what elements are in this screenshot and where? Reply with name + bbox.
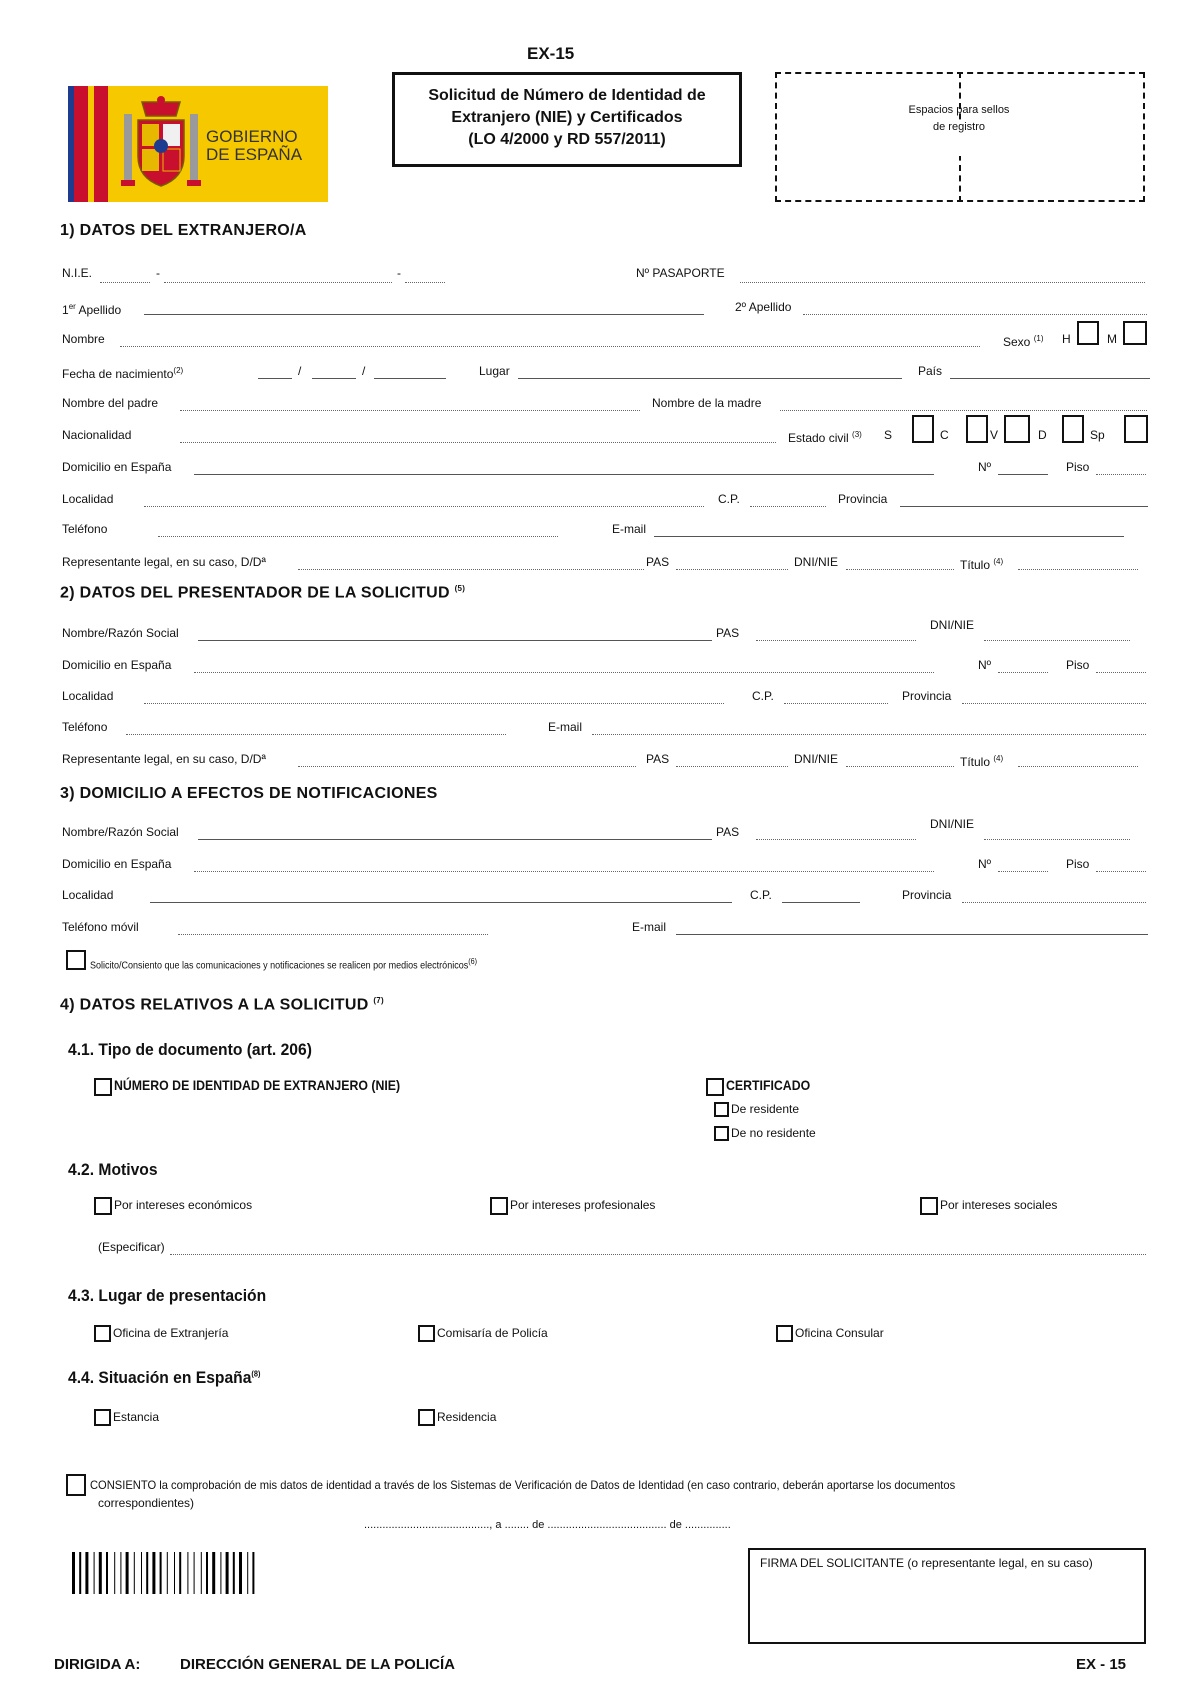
- certificado-residente-option[interactable]: De residente: [714, 1100, 799, 1118]
- section4-title: 4) DATOS RELATIVOS A LA SOLICITUD $^{(7)}$: [60, 996, 385, 1014]
- lugar-extranjeria-option[interactable]: Oficina de Extranjería: [94, 1324, 228, 1342]
- consiento-checkbox[interactable]: [66, 1474, 86, 1496]
- nie-field-1[interactable]: [100, 282, 150, 283]
- s3-domicilio-field[interactable]: [194, 871, 934, 872]
- representante-titulo-field[interactable]: [1018, 569, 1138, 570]
- domicilio-field[interactable]: [194, 474, 934, 475]
- especificar-field[interactable]: [170, 1254, 1146, 1255]
- s2-representante-titulo-label: Título $^{(4)}$: [960, 754, 1004, 769]
- lugar-comisaria-option[interactable]: Comisaría de Policía: [418, 1324, 548, 1342]
- s3-domicilio-label: Domicilio en España: [62, 857, 172, 871]
- s2-representante-dninie-field[interactable]: [846, 766, 954, 767]
- situacion-residencia-checkbox[interactable]: [418, 1409, 435, 1426]
- lugar-field[interactable]: [518, 378, 902, 379]
- form-title-line2: Extranjero (NIE) y Certificados: [451, 109, 683, 126]
- logo-text-line2: DE ESPAÑA: [206, 145, 303, 164]
- padre-label: Nombre del padre: [62, 396, 159, 410]
- motivo-economicos-option[interactable]: Por intereses económicos: [94, 1196, 252, 1215]
- motivo-sociales-option[interactable]: Por intereses sociales: [920, 1196, 1057, 1215]
- representante-dninie-label: DNI/NIE: [794, 555, 839, 569]
- s2-dninie-label: DNI/NIE: [930, 618, 975, 632]
- estado-d-label: D: [1038, 428, 1047, 442]
- apellido2-field[interactable]: [803, 314, 1147, 315]
- apellido2-label: 2º Apellido: [735, 300, 792, 314]
- nie-field-3[interactable]: [405, 282, 445, 283]
- tipo-certificado-option[interactable]: CERTIFICADO: [706, 1076, 822, 1096]
- padre-field[interactable]: [180, 410, 640, 411]
- subsection-4-4-title: 4.4. Situación en España$^{(8)}$: [68, 1368, 261, 1387]
- s3-numero-field[interactable]: [998, 871, 1048, 872]
- lugar-consular-checkbox[interactable]: [776, 1325, 793, 1342]
- cp-field[interactable]: [750, 506, 826, 507]
- s2-telefono-label: Teléfono: [62, 720, 108, 734]
- s3-telefono-label: Teléfono móvil: [62, 920, 139, 934]
- form-code-bottom: EX - 15: [1076, 1656, 1127, 1673]
- estado-civil-label: Estado civil $^{(3)}$: [788, 430, 862, 445]
- s3-localidad-label: Localidad: [62, 888, 114, 902]
- lugar-extranjeria-checkbox[interactable]: [94, 1325, 111, 1342]
- nacionalidad-field[interactable]: [180, 442, 776, 443]
- s2-numero-field[interactable]: [998, 672, 1048, 673]
- estado-v-label: V: [990, 428, 999, 442]
- s2-pas-field[interactable]: [756, 640, 916, 641]
- s3-email-label: E-mail: [632, 920, 667, 934]
- numero-field[interactable]: [998, 474, 1048, 475]
- nie-label: N.I.E.: [62, 266, 93, 280]
- piso-label: Piso: [1066, 460, 1090, 474]
- lugar-comisaria-checkbox[interactable]: [418, 1325, 435, 1342]
- provincia-field[interactable]: [900, 506, 1148, 507]
- s3-dninie-label: DNI/NIE: [930, 817, 975, 831]
- s2-cp-field[interactable]: [784, 703, 888, 704]
- numero-label: Nº: [978, 460, 992, 474]
- estado-sp-checkbox[interactable]: [1124, 415, 1148, 443]
- tipo-certificado-checkbox[interactable]: [706, 1078, 724, 1096]
- pasaporte-field[interactable]: [740, 282, 1145, 283]
- consiento-text-line2: correspondientes): [98, 1496, 195, 1510]
- form-title-box: [392, 72, 742, 167]
- fecha-dia-field[interactable]: [258, 378, 292, 379]
- s2-representante-label: Representante legal, en su caso, D/Dª: [62, 752, 266, 766]
- notificaciones-electronicas-label: Solicito/Consiento que las comunicaciones y notificaciones se realicen por medios electrónicos$^{(6)}$: [90, 957, 478, 972]
- cp-label: C.P.: [718, 492, 740, 506]
- nombre-label: Nombre: [62, 332, 105, 346]
- piso-field[interactable]: [1096, 474, 1146, 475]
- s3-pas-label: PAS: [716, 825, 740, 839]
- estado-c-label: C: [940, 428, 949, 442]
- s2-piso-field[interactable]: [1096, 672, 1146, 673]
- dirigida-destino: DIRECCIÓN GENERAL DE LA POLICÍA: [180, 1656, 456, 1673]
- apellido1-field[interactable]: [144, 314, 704, 315]
- email-field[interactable]: [654, 536, 1124, 537]
- subsection-4-3-title: 4.3. Lugar de presentación: [68, 1286, 267, 1305]
- localidad-field[interactable]: [144, 506, 704, 507]
- s3-piso-field[interactable]: [1096, 871, 1146, 872]
- sexo-h-label: H: [1062, 332, 1071, 346]
- estado-sp-label: Sp: [1090, 428, 1105, 442]
- representante-titulo-label: Título $^{(4)}$: [960, 557, 1004, 572]
- s2-domicilio-label: Domicilio en España: [62, 658, 172, 672]
- s2-representante-dninie-label: DNI/NIE: [794, 752, 839, 766]
- s2-nombre-label: Nombre/Razón Social: [62, 626, 179, 640]
- representante-pas-label: PAS: [646, 555, 670, 569]
- notificaciones-electronicas-checkbox[interactable]: [66, 950, 86, 970]
- s2-representante-pas-label: PAS: [646, 752, 670, 766]
- s2-piso-label: Piso: [1066, 658, 1090, 672]
- lugar-consular-option[interactable]: Oficina Consular: [776, 1324, 884, 1342]
- s3-telefono-field[interactable]: [178, 934, 488, 935]
- pais-label: País: [918, 364, 943, 378]
- s3-cp-field[interactable]: [782, 902, 860, 903]
- especificar-label: (Especificar): [98, 1240, 165, 1254]
- motivo-sociales-checkbox[interactable]: [920, 1197, 938, 1215]
- s2-representante-titulo-field[interactable]: [1018, 766, 1138, 767]
- sexo-h-checkbox[interactable]: [1077, 321, 1099, 345]
- s2-email-label: E-mail: [548, 720, 583, 734]
- form-title-line3: (LO 4/2000 y RD 557/2011): [468, 131, 666, 148]
- certificado-residente-checkbox[interactable]: [714, 1102, 729, 1117]
- domicilio-label: Domicilio en España: [62, 460, 172, 474]
- section2-title: 2) DATOS DEL PRESENTADOR DE LA SOLICITUD $^{(5)}$: [60, 584, 466, 602]
- section3-title: 3) DOMICILIO A EFECTOS DE NOTIFICACIONES: [60, 785, 438, 802]
- estado-d-checkbox[interactable]: [1062, 415, 1084, 443]
- s3-pas-field[interactable]: [756, 839, 916, 840]
- certificado-no-residente-option[interactable]: De no residente: [714, 1124, 816, 1142]
- representante-dninie-field[interactable]: [846, 569, 954, 570]
- coat-of-arms-icon: [120, 94, 202, 194]
- estado-v-checkbox[interactable]: [1004, 415, 1030, 443]
- sexo-m-checkbox[interactable]: [1123, 321, 1147, 345]
- logo-red-stripe: [74, 86, 88, 202]
- s2-pas-label: PAS: [716, 626, 740, 640]
- lugar-label: Lugar: [479, 364, 510, 378]
- barcode-icon: [72, 1552, 372, 1594]
- government-logo: [68, 86, 328, 202]
- s2-representante-pas-field[interactable]: [676, 766, 788, 767]
- form-code-top: EX-15: [527, 44, 575, 63]
- representante-field[interactable]: [298, 569, 644, 570]
- consiento-text-line1: CONSIENTO la comprobación de mis datos de identidad a través de los Sistemas de Verificación de Datos de Identidad (en caso contrario, deberán aportarse los documentos: [90, 1478, 956, 1492]
- telefono-field[interactable]: [158, 536, 558, 537]
- nie-field-2[interactable]: [164, 282, 392, 283]
- s2-nombre-field[interactable]: [198, 640, 712, 641]
- s2-domicilio-field[interactable]: [194, 672, 934, 673]
- tipo-nie-checkbox[interactable]: [94, 1078, 112, 1096]
- situacion-estancia-checkbox[interactable]: [94, 1409, 111, 1426]
- s2-representante-field[interactable]: [298, 766, 636, 767]
- certificado-no-residente-checkbox[interactable]: [714, 1126, 729, 1141]
- logo-text-line1: GOBIERNO: [206, 127, 298, 146]
- s2-numero-label: Nº: [978, 658, 992, 672]
- motivo-economicos-checkbox[interactable]: [94, 1197, 112, 1215]
- nombre-field[interactable]: [120, 346, 980, 347]
- situacion-estancia-option[interactable]: Estancia: [94, 1408, 159, 1426]
- s2-email-field[interactable]: [592, 734, 1146, 735]
- estado-s-checkbox[interactable]: [912, 415, 934, 443]
- s2-telefono-field[interactable]: [126, 734, 506, 735]
- madre-field[interactable]: [780, 410, 1147, 411]
- lugar-fecha-line[interactable]: ........................................., a ........ de ....................................... de ...............: [364, 1519, 731, 1531]
- s3-piso-label: Piso: [1066, 857, 1090, 871]
- dirigida-label: DIRIGIDA A:: [54, 1656, 141, 1673]
- s2-provincia-field[interactable]: [962, 703, 1146, 704]
- fecha-label: Fecha de nacimiento$^{(2)}$: [62, 366, 184, 381]
- email-label: E-mail: [612, 522, 647, 536]
- representante-pas-field[interactable]: [676, 569, 788, 570]
- s3-nombre-label: Nombre/Razón Social: [62, 825, 179, 839]
- s3-nombre-field[interactable]: [198, 839, 712, 840]
- s3-cp-label: C.P.: [750, 888, 772, 902]
- fecha-anio-field[interactable]: [374, 378, 446, 379]
- nacionalidad-label: Nacionalidad: [62, 428, 132, 442]
- s2-cp-label: C.P.: [752, 689, 774, 703]
- s3-dninie-field[interactable]: [984, 839, 1130, 840]
- subsection-4-2-title: 4.2. Motivos: [68, 1160, 158, 1179]
- apellido1-label: 1er Apellido: [62, 302, 122, 317]
- pasaporte-label: Nº PASAPORTE: [636, 266, 725, 280]
- s3-email-field[interactable]: [676, 934, 1148, 935]
- madre-label: Nombre de la madre: [652, 396, 762, 410]
- situacion-residencia-option[interactable]: Residencia: [418, 1408, 496, 1426]
- motivo-profesionales-option[interactable]: Por intereses profesionales: [490, 1196, 655, 1215]
- form-title-line1: Solicitud de Número de Identidad de: [428, 87, 706, 104]
- representante-label: Representante legal, en su caso, D/Dª: [62, 555, 266, 569]
- s2-provincia-label: Provincia: [902, 689, 952, 703]
- estado-c-checkbox[interactable]: [966, 415, 988, 443]
- provincia-label: Provincia: [838, 492, 888, 506]
- sexo-m-label: M: [1107, 332, 1117, 346]
- estado-s-label: S: [884, 428, 893, 442]
- s2-dninie-field[interactable]: [984, 640, 1130, 641]
- section1-title: 1) DATOS DEL EXTRANJERO/A: [60, 222, 307, 239]
- pais-field[interactable]: [950, 378, 1150, 379]
- motivo-profesionales-checkbox[interactable]: [490, 1197, 508, 1215]
- localidad-label: Localidad: [62, 492, 114, 506]
- firma-solicitante-label: FIRMA DEL SOLICITANTE (o representante legal, en su caso): [760, 1556, 1093, 1570]
- s3-provincia-label: Provincia: [902, 888, 952, 902]
- s3-provincia-field[interactable]: [962, 902, 1146, 903]
- telefono-label: Teléfono: [62, 522, 108, 536]
- tipo-nie-option[interactable]: NÚMERO DE IDENTIDAD DE EXTRANJERO (NIE): [94, 1076, 439, 1096]
- stamp-label: Espacios para sellos de registro: [908, 104, 1010, 133]
- s3-numero-label: Nº: [978, 857, 992, 871]
- sexo-label: Sexo $^{(1)}$: [1003, 334, 1044, 349]
- subsection-4-1-title: 4.1. Tipo de documento (art. 206): [68, 1040, 312, 1059]
- s2-localidad-label: Localidad: [62, 689, 114, 703]
- s3-localidad-field[interactable]: [150, 902, 732, 903]
- s2-localidad-field[interactable]: [144, 703, 724, 704]
- fecha-mes-field[interactable]: [312, 378, 356, 379]
